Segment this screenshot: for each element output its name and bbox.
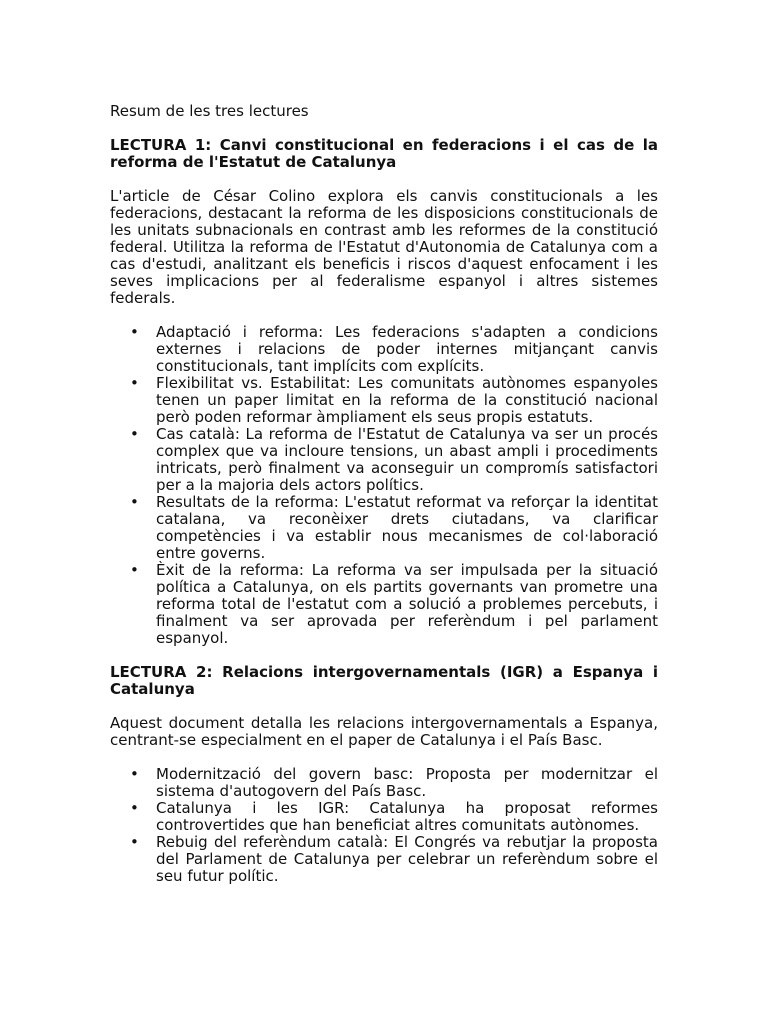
- bullet-text: Èxit de la reforma: La reforma va ser impulsada per la situació política a Catalunya, on els partits governants van prometre una reforma total de l'estatut com a solució a problemes percebuts, i finalment va ser aprovada per referèndum i pel parlament espanyol.: [156, 561, 658, 647]
- bullet-text: Flexibilitat vs. Estabilitat: Les comunitats autònomes espanyoles tenen un paper limitat en la reforma de la constitució nacional però poden reformar àmpliament els seus propis estatuts.: [156, 374, 658, 426]
- bullet-item: [110, 324, 658, 375]
- bullet-icon: •: [130, 425, 139, 443]
- bullet-list: [110, 324, 658, 647]
- bullet-item: [110, 800, 658, 834]
- bullet-icon: •: [130, 493, 139, 511]
- bullet-text: Rebuig del referèndum català: El Congrés va rebutjar la proposta del Parlament de Catalunya per celebrar un referèndum sobre el seu futur polític.: [156, 833, 658, 885]
- bullet-text: Cas català: La reforma de l'Estatut de Catalunya va ser un procés complex que va incloure tensions, un abast ampli i procediments intricats, però finalment va aconseguir un compromís satisfactori per a la majoria dels actors polítics.: [156, 425, 658, 494]
- bullet-text: Resultats de la reforma: L'estatut reformat va reforçar la identitat catalana, va reconèixer drets ciutadans, va clarificar competències i va establir nous mecanismes de col·laboració entre governs.: [156, 493, 658, 562]
- bullet-icon: •: [130, 833, 139, 851]
- bullet-item: [110, 375, 658, 426]
- section-paragraph: Aquest document detalla les relacions intergovernamentals a Espanya, centrant-se especialment en el paper de Catalunya i el País Basc.: [110, 714, 658, 749]
- section-paragraph: L'article de César Colino explora els canvis constitucionals a les federacions, destacant la reforma de les disposicions constitucionals de les unitats subnacionals en contrast amb les reformes de la constitució federal. Utilitza la reforma de l'Estatut d'Autonomia de Catalunya com a cas d'estudi, analitzant els beneficis i riscos d'aquest enfocament i les seves implicacions per al federalisme espanyol i altres sistemes federals.: [110, 187, 658, 307]
- bullet-text: Adaptació i reforma: Les federacions s'adapten a condicions externes i relacions de poder internes mitjançant canvis constitucionals, tant implícits com explícits.: [156, 323, 658, 375]
- bullet-item: [110, 494, 658, 562]
- section-lectura-2: [110, 664, 658, 885]
- bullet-icon: •: [130, 374, 139, 392]
- bullet-icon: •: [130, 765, 139, 783]
- bullet-icon: •: [130, 561, 139, 579]
- document-body: [110, 103, 658, 902]
- bullet-icon: •: [130, 799, 139, 817]
- section-heading: LECTURA 1: Canvi constitucional en federacions i el cas de la reforma de l'Estatut de Catalunya: [110, 136, 658, 171]
- bullet-list: [110, 766, 658, 885]
- bullet-icon: •: [130, 323, 139, 341]
- section-heading: LECTURA 2: Relacions intergovernamentals (IGR) a Espanya i Catalunya: [110, 663, 658, 698]
- bullet-item: [110, 766, 658, 800]
- bullet-text: Modernització del govern basc: Proposta per modernitzar el sistema d'autogovern del País Basc.: [156, 765, 658, 800]
- bullet-item: [110, 834, 658, 885]
- bullet-text: Catalunya i les IGR: Catalunya ha proposat reformes controvertides que han beneficiat altres comunitats autònomes.: [156, 799, 658, 834]
- bullet-item: [110, 426, 658, 494]
- section-lectura-1: [110, 137, 658, 647]
- document-title: Resum de les tres lectures: [110, 102, 309, 120]
- bullet-item: [110, 562, 658, 647]
